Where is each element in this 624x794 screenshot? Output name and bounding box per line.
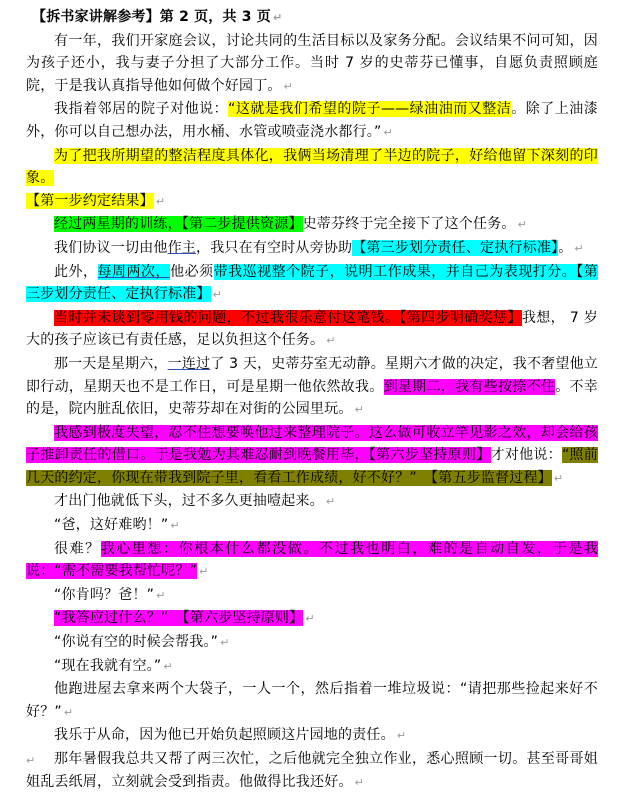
- highlight-magenta: 到星期二，我有些按捺不住: [383, 378, 556, 395]
- highlight-yellow: “这就是我们希望的院子——绿油油而又整洁: [228, 101, 512, 118]
- paragraph-mark-icon: ↵: [305, 612, 315, 626]
- paragraph-7: 当时并未谈到零用钱的问题，不过我很乐意付这笔钱。【第四步明确奖惩】我想， 7 岁大的孩子应该已有责任感，足以负担这个任务。 ↵: [26, 309, 598, 349]
- paragraph-mark-icon: ↵: [272, 11, 283, 24]
- end-paragraph-mark-icon: ↵: [26, 754, 36, 767]
- paragraph-11: “爸，这好难哟！” ↵: [54, 517, 180, 534]
- highlight-cyan: 每周两次，: [97, 263, 171, 280]
- highlight-magenta: 我心里想：你根本什么都没做。不过我也明白，难的是自动自发，于是我说：“需不需要我帮忙呢？”: [26, 540, 598, 580]
- underlined-text: 一连过: [167, 355, 211, 372]
- paragraph-mark-icon: ↵: [163, 659, 173, 673]
- paragraph-mark-icon: ↵: [283, 79, 294, 93]
- paragraph-mark-icon: ↵: [574, 241, 584, 255]
- paragraph-mark-icon: ↵: [63, 705, 74, 719]
- paragraph-mark-icon: ↵: [155, 194, 166, 208]
- paragraph-mark-icon: ↵: [354, 403, 365, 417]
- highlight-cyan: 【第三步划分责任、定执行标准】: [352, 239, 559, 256]
- paragraph-mark-icon: ↵: [396, 729, 407, 743]
- highlight-green: 经过两星期的训练，【第二步提供资源】: [54, 216, 303, 233]
- paragraph-mark-icon: ↵: [553, 471, 564, 485]
- paragraph-mark-icon: ↵: [354, 775, 365, 789]
- paragraph-1: 有一年，我们开家庭会议，讨论共同的生活目标以及家务分配。会议结果不问可知，因为孩子还小，我与妻子分担了大部分工作。当时 7 岁的史蒂芬已懂事，自愿负责照顾庭院，于是我认真指导他如何做个好园丁。 ↵: [26, 32, 598, 94]
- paragraph-mark-icon: ↵: [326, 334, 336, 348]
- paragraph-15: “你说有空的时候会帮我。” ↵: [54, 634, 230, 651]
- paragraph-17: 他跑进屋去拿来两个大袋子，一人一个，然后指着一堆垃圾说：“请把那些捡起来好不好？” ↵: [26, 681, 598, 720]
- paragraph-mark-icon: ↵: [170, 519, 180, 533]
- paragraph-mark-icon: ↵: [325, 495, 336, 509]
- paragraph-mark-icon: ↵: [220, 636, 230, 650]
- paragraph-5: 我们协议一切由他作主，我只在有空时从旁协助【第三步划分责任、定执行标准】。 ↵: [54, 239, 584, 256]
- paragraph-12: 很难？我心里想：你根本什么都没做。不过我也明白，难的是自动自发，于是我说：“需不需要我帮忙呢？” ↵: [26, 540, 598, 580]
- underlined-text: 作主: [167, 239, 197, 256]
- paragraph-mark-icon: ↵: [156, 588, 166, 602]
- paragraph-mark-icon: ↵: [212, 288, 223, 302]
- paragraph-14: [26, 607, 598, 631]
- paragraph-16: “现在我就有空。” ↵: [54, 657, 173, 674]
- highlight-yellow: 为了把我所期望的整洁程度具体化，我俩当场清理了半边的院子，好给他留下深刻的印象。 【第一步约定结果】: [26, 147, 598, 209]
- highlight-magenta: “我答应过什么？” 【第六步坚持原则】: [54, 610, 304, 627]
- paragraph-mark-icon: ↵: [199, 565, 209, 579]
- paragraph-2: 我指着邻居的院子对他说：“这就是我们希望的院子——绿油油而又整洁。除了上油漆外，你可以自己想办法，用水桶、水管或喷壶浇水都行。” ↵: [26, 101, 598, 140]
- highlight-olive: “照前几天的约定，你现在带我到院子里，看看工作成绩，好不好？” 【第五步监督过程】: [26, 447, 598, 486]
- paragraph-3: [26, 145, 598, 214]
- paragraph-mark-icon: ↵: [517, 218, 528, 232]
- highlight-red: 当时并未谈到零用钱的问题，不过我很乐意付这笔钱。【第四步明确奖惩】: [54, 309, 522, 326]
- paragraph-18: 我乐于从命，因为他已开始负起照顾这片园地的责任。 ↵: [54, 727, 407, 744]
- step-1-label: 【第一步约定结果】: [26, 192, 154, 209]
- paragraph-6: 此外，每周两次，他必须带我巡视整个院子，说明工作成果，并自己为表现打分。【第三步划分责任、定执行标准】 ↵: [26, 263, 599, 303]
- paragraph-4: 经过两星期的训练，【第二步提供资源】史蒂芬终于完全接下了这个任务。 ↵: [54, 216, 528, 233]
- paragraph-mark-icon: ↵: [383, 125, 393, 139]
- page-title: 【拆书家讲解参考】第 2 页，共 3 页 ↵: [32, 9, 283, 25]
- paragraph-13: “你肯吗？爸！” ↵: [54, 586, 166, 603]
- paragraph-10: 才出门他就低下头，过不多久更抽噎起来。 ↵: [54, 493, 336, 510]
- paragraph-9: 我感到极度失望，忍不住想要唤他过来整理院子。这么做可收立竿见影之效，却会给孩子推卸责任的借口。于是我勉为其难忍耐到晚餐用毕，【第六步坚持原则】才对他说：“照前几天的约定，你现在带我到院子里，看看工作成绩，好不好？” 【第五步监督过程】 ↵: [26, 424, 598, 486]
- paragraph-8: 那一天是星期六，一连过了 3 天，史蒂芬室无动静。星期六才做的决定，我不奢望他立即行动，星期天也不是工作日，可是星期一他依然故我。到星期二，我有些按捺不住。不幸的是，院内脏乱依旧，史蒂芬却在对街的公园里玩。 ↵: [26, 355, 599, 418]
- highlight-cyan: 带我巡视整个院子，说明工作成果，并自己为表现打分。【第三步划分责任、定执行标准】: [26, 263, 599, 303]
- highlight-magenta: 我感到极度失望，忍不住想要唤他过来整理院子。这么做可收立竿见影之效，却会给孩子推卸责任的借口。于是我勉为其难忍耐到晚餐用毕，【第六步坚持原则】: [26, 424, 598, 464]
- paragraph-19: 那年暑假我总共又帮了两三次忙，之后他就完全独立作业，悉心照顾一切。甚至哥哥姐姐乱丢纸屑，立刻就会受到指责。他做得比我还好。 ↵: [26, 751, 598, 790]
